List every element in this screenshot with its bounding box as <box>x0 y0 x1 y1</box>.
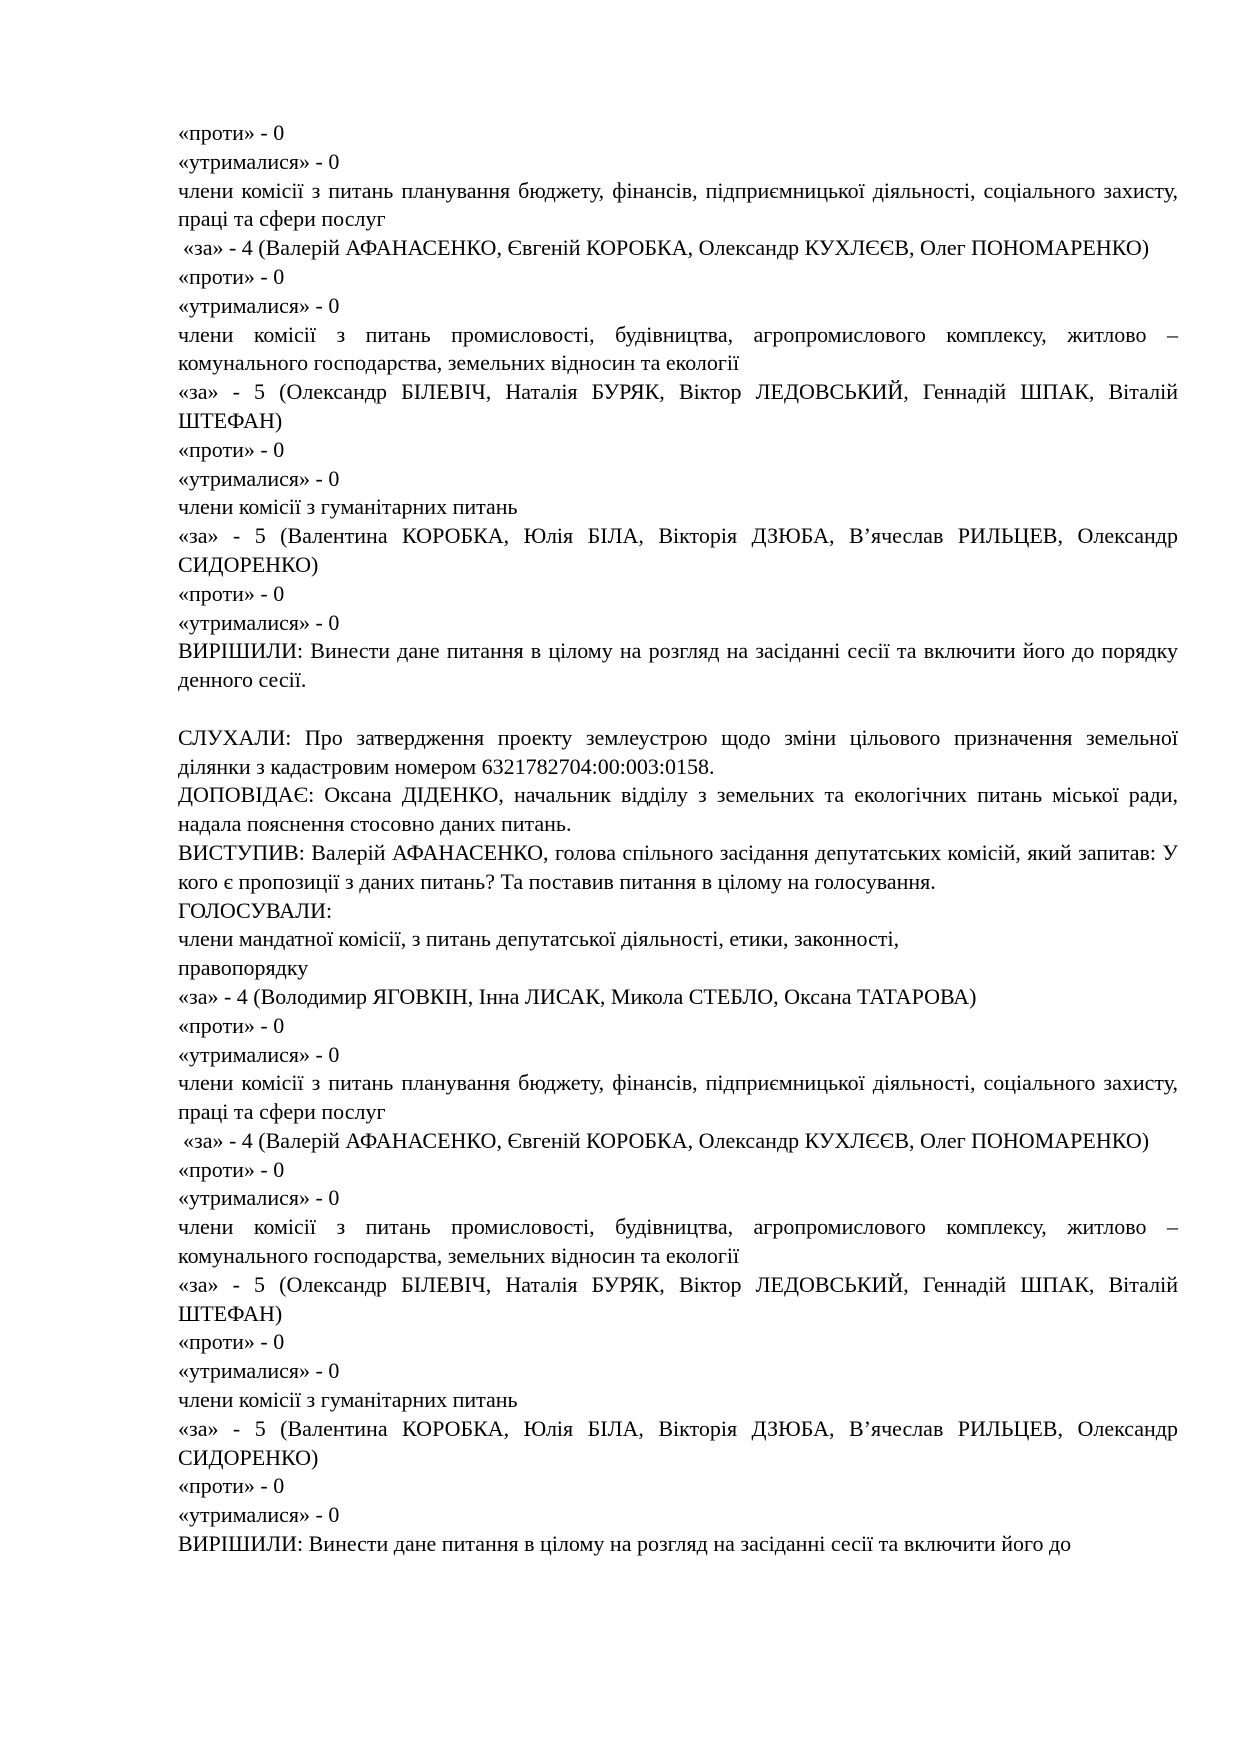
document-paragraph: члени комісії з питань промисловості, будівництва, агропромислового комплексу, житлово – комунального господарства, земельних відносин та екології <box>178 1214 1178 1269</box>
document-paragraph: «за» - 5 (Олександр БІЛЕВІЧ, Наталія БУРЯК, Віктор ЛЕДОВСЬКИЙ, Геннадій ШПАК, Віталій ШТЕФАН) <box>178 379 1178 433</box>
document-paragraph: «проти» - 0 <box>178 263 285 289</box>
document-paragraph: «за» - 4 (Валерій АФАНАСЕНКО, Євгеній КОРОБКА, Олександр КУХЛЄЄВ, Олег ПОНОМАРЕНКО) <box>183 1127 1150 1153</box>
document-paragraph: «проти» - 0 <box>178 1473 285 1499</box>
document-paragraph: члени комісії з гуманітарних питань <box>178 494 518 520</box>
document-paragraph: «утрималися» - 0 <box>178 1185 340 1211</box>
document-paragraph: «проти» - 0 <box>178 1156 285 1182</box>
document-paragraph: «проти» - 0 <box>178 120 285 145</box>
document-paragraph: члени комісії з питань планування бюджету, фінансів, підприємницької діяльності, соціального захисту, праці та сфери послуг <box>178 1070 1178 1125</box>
document-paragraph: ВИРІШИЛИ: Винести дане питання в цілому на розгляд на засіданні сесії та включити його до <box>178 1531 1072 1557</box>
paragraph-gap <box>178 695 1178 724</box>
document-paragraph: члени комісії з питань планування бюджету, фінансів, підприємницької діяльності, соціального захисту, праці та сфери послуг <box>178 177 1178 232</box>
document-paragraph: «проти» - 0 <box>178 1329 285 1355</box>
document-page <box>178 119 1178 1559</box>
document-paragraph: «утрималися» - 0 <box>178 465 340 491</box>
document-paragraph: ДОПОВІДАЄ: Оксана ДІДЕНКО, начальник відділу з земельних та екологічних питань міської ради, надала пояснення стосовно даних питань. <box>178 782 1178 837</box>
document-paragraph: ГОЛОСУВАЛИ: <box>178 897 333 923</box>
document-paragraph: «утрималися» - 0 <box>178 148 340 174</box>
document-paragraph: члени комісії з питань промисловості, будівництва, агропромислового комплексу, житлово – комунального господарства, земельних відносин та екології <box>178 321 1178 376</box>
document-paragraph: «проти» - 0 <box>178 580 285 606</box>
document-paragraph: ВИРІШИЛИ: Винести дане питання в цілому на розгляд на засіданні сесії та включити його до порядку денного сесії. <box>178 638 1178 693</box>
document-paragraph: «утрималися» - 0 <box>178 1358 340 1384</box>
document-paragraph: «за» - 5 (Валентина КОРОБКА, Юлія БІЛА, Вікторія ДЗЮБА, В’ячеслав РИЛЬЦЕВ, Олександр СИДОРЕНКО) <box>178 1415 1178 1470</box>
document-paragraph: СЛУХАЛИ: Про затвердження проекту землеустрою щодо зміни цільового призначення земельної ділянки з кадастровим номером 6321782704:00:003:0158. <box>178 724 1178 779</box>
document-paragraph: «за» - 5 (Олександр БІЛЕВІЧ, Наталія БУРЯК, Віктор ЛЕДОВСЬКИЙ, Геннадій ШПАК, Віталій ШТЕФАН) <box>178 1271 1178 1326</box>
document-paragraph: «утрималися» - 0 <box>178 609 340 635</box>
document-paragraph: «проти» - 0 <box>178 436 285 462</box>
document-paragraph: правопорядку <box>178 955 309 981</box>
document-paragraph: «утрималися» - 0 <box>178 292 340 318</box>
document-paragraph: «за» - 4 (Валерій АФАНАСЕНКО, Євгеній КОРОБКА, Олександр КУХЛЄЄВ, Олег ПОНОМАРЕНКО) <box>183 235 1150 261</box>
document-paragraph: «проти» - 0 <box>178 1012 285 1038</box>
document-paragraph: члени мандатної комісії, з питань депутатської діяльності, етики, законності, <box>178 926 900 952</box>
document-paragraph: «за» - 4 (Володимир ЯГОВКІН, Інна ЛИСАК, Микола СТЕБЛО, Оксана ТАТАРОВА) <box>178 983 977 1009</box>
document-paragraph: «утрималися» - 0 <box>178 1502 340 1528</box>
document-paragraph: «за» - 5 (Валентина КОРОБКА, Юлія БІЛА, Вікторія ДЗЮБА, В’ячеслав РИЛЬЦЕВ, Олександр СИДОРЕНКО) <box>178 523 1178 577</box>
document-paragraph: члени комісії з гуманітарних питань <box>178 1387 518 1413</box>
document-paragraph: ВИСТУПИВ: Валерій АФАНАСЕНКО, голова спільного засідання депутатських комісій, який запитав: У кого є пропозиції з даних питань? Та поставив питання в цілому на голосування. <box>178 839 1178 894</box>
document-paragraph: «утрималися» - 0 <box>178 1041 340 1067</box>
